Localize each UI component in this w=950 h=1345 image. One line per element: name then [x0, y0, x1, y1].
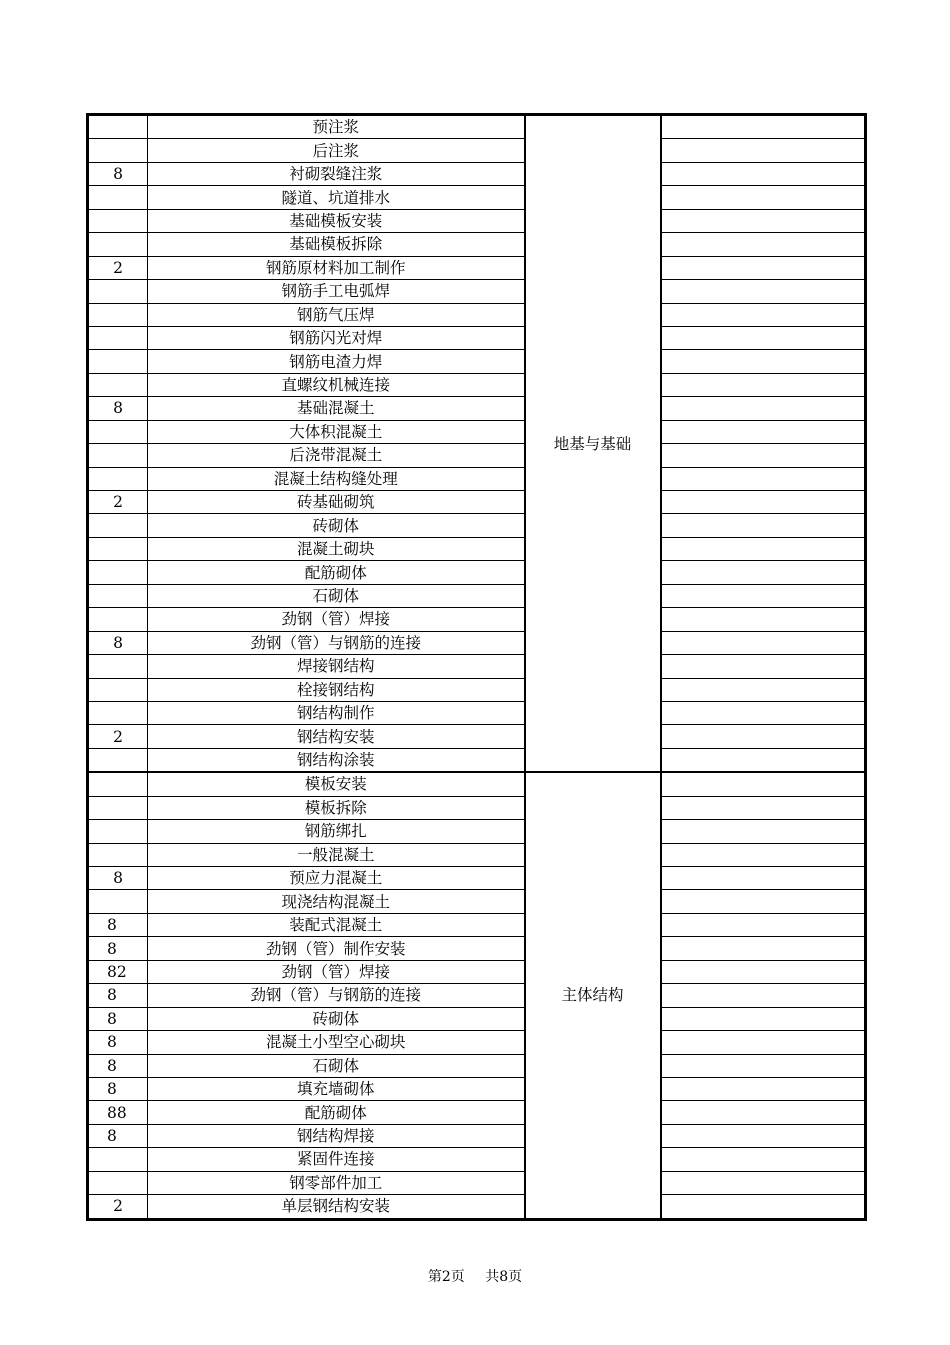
- item-name-cell: 钢结构制作: [148, 701, 525, 724]
- group-name-cell: 地基与基础: [525, 115, 661, 773]
- item-name-cell: 钢筋手工电弧焊: [148, 280, 525, 303]
- row-number-cell: 8: [88, 631, 148, 654]
- item-name-cell: 预注浆: [148, 115, 525, 139]
- item-name-cell: 砖基础砌筑: [148, 491, 525, 514]
- table-row: [88, 280, 866, 303]
- row-number-cell: 8: [88, 1124, 148, 1147]
- remark-cell: [661, 748, 866, 772]
- table-row: [88, 890, 866, 913]
- item-name-cell: 钢零部件加工: [148, 1171, 525, 1194]
- item-name-cell: 钢筋原材料加工制作: [148, 256, 525, 279]
- remark-cell: [661, 1031, 866, 1054]
- table-row: [88, 303, 866, 326]
- remark-cell: [661, 1171, 866, 1194]
- remark-cell: [661, 350, 866, 373]
- table-row: [88, 256, 866, 279]
- remark-cell: [661, 913, 866, 936]
- table-row: [88, 139, 866, 162]
- item-name-cell: 砖砌体: [148, 514, 525, 537]
- row-number-cell: 8: [88, 1007, 148, 1030]
- remark-cell: [661, 537, 866, 560]
- table-row: [88, 984, 866, 1007]
- table-row: [88, 631, 866, 654]
- table-row: [88, 537, 866, 560]
- row-number-cell: [88, 537, 148, 560]
- item-name-cell: 模板拆除: [148, 796, 525, 819]
- table-row: [88, 796, 866, 819]
- item-name-cell: 后注浆: [148, 139, 525, 162]
- group-name-cell: 主体结构: [525, 772, 661, 1219]
- row-number-cell: 82: [88, 960, 148, 983]
- item-name-cell: 钢结构安装: [148, 725, 525, 748]
- table-row: [88, 491, 866, 514]
- table-row: [88, 233, 866, 256]
- remark-cell: [661, 843, 866, 866]
- table-row: [88, 373, 866, 396]
- remark-cell: [661, 1007, 866, 1030]
- table-row: [88, 701, 866, 724]
- remark-cell: [661, 514, 866, 537]
- remark-cell: [661, 420, 866, 443]
- table-row: [88, 1148, 866, 1171]
- item-name-cell: 栓接钢结构: [148, 678, 525, 701]
- row-number-cell: 8: [88, 937, 148, 960]
- table-row: [88, 1054, 866, 1077]
- row-number-cell: 8: [88, 162, 148, 185]
- item-name-cell: 衬砌裂缝注浆: [148, 162, 525, 185]
- remark-cell: [661, 608, 866, 631]
- table-row: [88, 561, 866, 584]
- page-footer: [0, 1266, 950, 1286]
- page-total: 共8页: [485, 1269, 523, 1285]
- row-number-cell: 8: [88, 913, 148, 936]
- item-name-cell: 直螺纹机械连接: [148, 373, 525, 396]
- remark-cell: [661, 820, 866, 843]
- remark-cell: [661, 233, 866, 256]
- item-name-cell: 钢结构焊接: [148, 1124, 525, 1147]
- table-row: [88, 960, 866, 983]
- remark-cell: [661, 867, 866, 890]
- row-number-cell: [88, 326, 148, 349]
- remark-cell: [661, 1077, 866, 1100]
- row-number-cell: [88, 350, 148, 373]
- table-row: [88, 843, 866, 866]
- item-name-cell: 钢筋电渣力焊: [148, 350, 525, 373]
- item-name-cell: 模板安装: [148, 772, 525, 796]
- table-row: [88, 326, 866, 349]
- remark-cell: [661, 444, 866, 467]
- remark-cell: [661, 209, 866, 232]
- remark-cell: [661, 162, 866, 185]
- item-name-cell: 劲钢（管）与钢筋的连接: [148, 984, 525, 1007]
- table-row: [88, 420, 866, 443]
- row-number-cell: [88, 584, 148, 607]
- table-row: [88, 655, 866, 678]
- item-name-cell: 单层钢结构安装: [148, 1195, 525, 1219]
- item-name-cell: 预应力混凝土: [148, 867, 525, 890]
- remark-cell: [661, 561, 866, 584]
- remark-cell: [661, 984, 866, 1007]
- item-name-cell: 基础模板安装: [148, 209, 525, 232]
- remark-cell: [661, 115, 866, 139]
- row-number-cell: 8: [88, 1077, 148, 1100]
- item-name-cell: 大体积混凝土: [148, 420, 525, 443]
- table-row: [88, 209, 866, 232]
- row-number-cell: [88, 467, 148, 490]
- item-name-cell: 钢筋绑扎: [148, 820, 525, 843]
- item-name-cell: 混凝土结构缝处理: [148, 467, 525, 490]
- item-name-cell: 填充墙砌体: [148, 1077, 525, 1100]
- item-name-cell: 钢筋气压焊: [148, 303, 525, 326]
- item-name-cell: 劲钢（管）焊接: [148, 960, 525, 983]
- table-row: [88, 1124, 866, 1147]
- item-name-cell: 劲钢（管）与钢筋的连接: [148, 631, 525, 654]
- table-row: [88, 937, 866, 960]
- remark-cell: [661, 326, 866, 349]
- remark-cell: [661, 139, 866, 162]
- table-row: [88, 725, 866, 748]
- remark-cell: [661, 1101, 866, 1124]
- row-number-cell: 8: [88, 867, 148, 890]
- row-number-cell: [88, 1148, 148, 1171]
- row-number-cell: [88, 303, 148, 326]
- item-name-cell: 劲钢（管）焊接: [148, 608, 525, 631]
- item-name-cell: 现浇结构混凝土: [148, 890, 525, 913]
- row-number-cell: [88, 444, 148, 467]
- table-row: [88, 1101, 866, 1124]
- item-name-cell: 后浇带混凝土: [148, 444, 525, 467]
- remark-cell: [661, 772, 866, 796]
- table-row: [88, 514, 866, 537]
- table-row: [88, 115, 866, 139]
- row-number-cell: [88, 561, 148, 584]
- remark-cell: [661, 701, 866, 724]
- remark-cell: [661, 796, 866, 819]
- item-name-cell: 焊接钢结构: [148, 655, 525, 678]
- row-number-cell: [88, 139, 148, 162]
- row-number-cell: 2: [88, 725, 148, 748]
- row-number-cell: [88, 655, 148, 678]
- item-name-cell: 劲钢（管）制作安装: [148, 937, 525, 960]
- remark-cell: [661, 397, 866, 420]
- remark-cell: [661, 631, 866, 654]
- remark-cell: [661, 1124, 866, 1147]
- row-number-cell: 8: [88, 1054, 148, 1077]
- table-row: [88, 1031, 866, 1054]
- row-number-cell: [88, 748, 148, 772]
- row-number-cell: [88, 373, 148, 396]
- remark-cell: [661, 491, 866, 514]
- remark-cell: [661, 678, 866, 701]
- table-row: [88, 913, 866, 936]
- remark-cell: [661, 1195, 866, 1219]
- remark-cell: [661, 890, 866, 913]
- row-number-cell: [88, 890, 148, 913]
- row-number-cell: [88, 1171, 148, 1194]
- remark-cell: [661, 1148, 866, 1171]
- remark-cell: [661, 280, 866, 303]
- remark-cell: [661, 186, 866, 209]
- remark-cell: [661, 467, 866, 490]
- item-name-cell: 混凝土小型空心砌块: [148, 1031, 525, 1054]
- item-name-cell: 基础模板拆除: [148, 233, 525, 256]
- item-name-cell: 石砌体: [148, 1054, 525, 1077]
- table-row: [88, 867, 866, 890]
- item-name-cell: 配筋砌体: [148, 561, 525, 584]
- remark-cell: [661, 960, 866, 983]
- item-name-cell: 砖砌体: [148, 1007, 525, 1030]
- item-name-cell: 配筋砌体: [148, 1101, 525, 1124]
- item-name-cell: 隧道、坑道排水: [148, 186, 525, 209]
- row-number-cell: 8: [88, 984, 148, 1007]
- table-row: [88, 162, 866, 185]
- item-name-cell: 一般混凝土: [148, 843, 525, 866]
- row-number-cell: 2: [88, 256, 148, 279]
- remark-cell: [661, 725, 866, 748]
- table-row: [88, 1171, 866, 1194]
- remark-cell: [661, 256, 866, 279]
- data-table: [86, 113, 867, 1221]
- table-body: [88, 115, 866, 1220]
- row-number-cell: [88, 514, 148, 537]
- row-number-cell: [88, 678, 148, 701]
- item-name-cell: 紧固件连接: [148, 1148, 525, 1171]
- remark-cell: [661, 584, 866, 607]
- item-name-cell: 装配式混凝土: [148, 913, 525, 936]
- table-row: [88, 444, 866, 467]
- row-number-cell: [88, 608, 148, 631]
- table-row: [88, 608, 866, 631]
- item-name-cell: 石砌体: [148, 584, 525, 607]
- remark-cell: [661, 1054, 866, 1077]
- table-row: [88, 748, 866, 772]
- table-row: [88, 678, 866, 701]
- row-number-cell: [88, 209, 148, 232]
- row-number-cell: [88, 772, 148, 796]
- row-number-cell: 88: [88, 1101, 148, 1124]
- row-number-cell: [88, 843, 148, 866]
- page-number: 第2页: [427, 1269, 465, 1285]
- row-number-cell: [88, 701, 148, 724]
- table-row: [88, 584, 866, 607]
- remark-cell: [661, 937, 866, 960]
- item-name-cell: 混凝土砌块: [148, 537, 525, 560]
- table-row: [88, 1195, 866, 1219]
- table-row: [88, 820, 866, 843]
- row-number-cell: [88, 420, 148, 443]
- table-row: [88, 186, 866, 209]
- row-number-cell: [88, 115, 148, 139]
- remark-cell: [661, 373, 866, 396]
- item-name-cell: 钢结构涂装: [148, 748, 525, 772]
- row-number-cell: [88, 233, 148, 256]
- remark-cell: [661, 655, 866, 678]
- remark-cell: [661, 303, 866, 326]
- table-row: [88, 1077, 866, 1100]
- row-number-cell: 2: [88, 491, 148, 514]
- row-number-cell: [88, 820, 148, 843]
- table-row: [88, 397, 866, 420]
- row-number-cell: 2: [88, 1195, 148, 1219]
- row-number-cell: [88, 280, 148, 303]
- table-row: [88, 467, 866, 490]
- table-row: [88, 1007, 866, 1030]
- row-number-cell: 8: [88, 397, 148, 420]
- table-row: [88, 772, 866, 796]
- row-number-cell: 8: [88, 1031, 148, 1054]
- row-number-cell: [88, 186, 148, 209]
- row-number-cell: [88, 796, 148, 819]
- item-name-cell: 钢筋闪光对焊: [148, 326, 525, 349]
- table-row: [88, 350, 866, 373]
- item-name-cell: 基础混凝土: [148, 397, 525, 420]
